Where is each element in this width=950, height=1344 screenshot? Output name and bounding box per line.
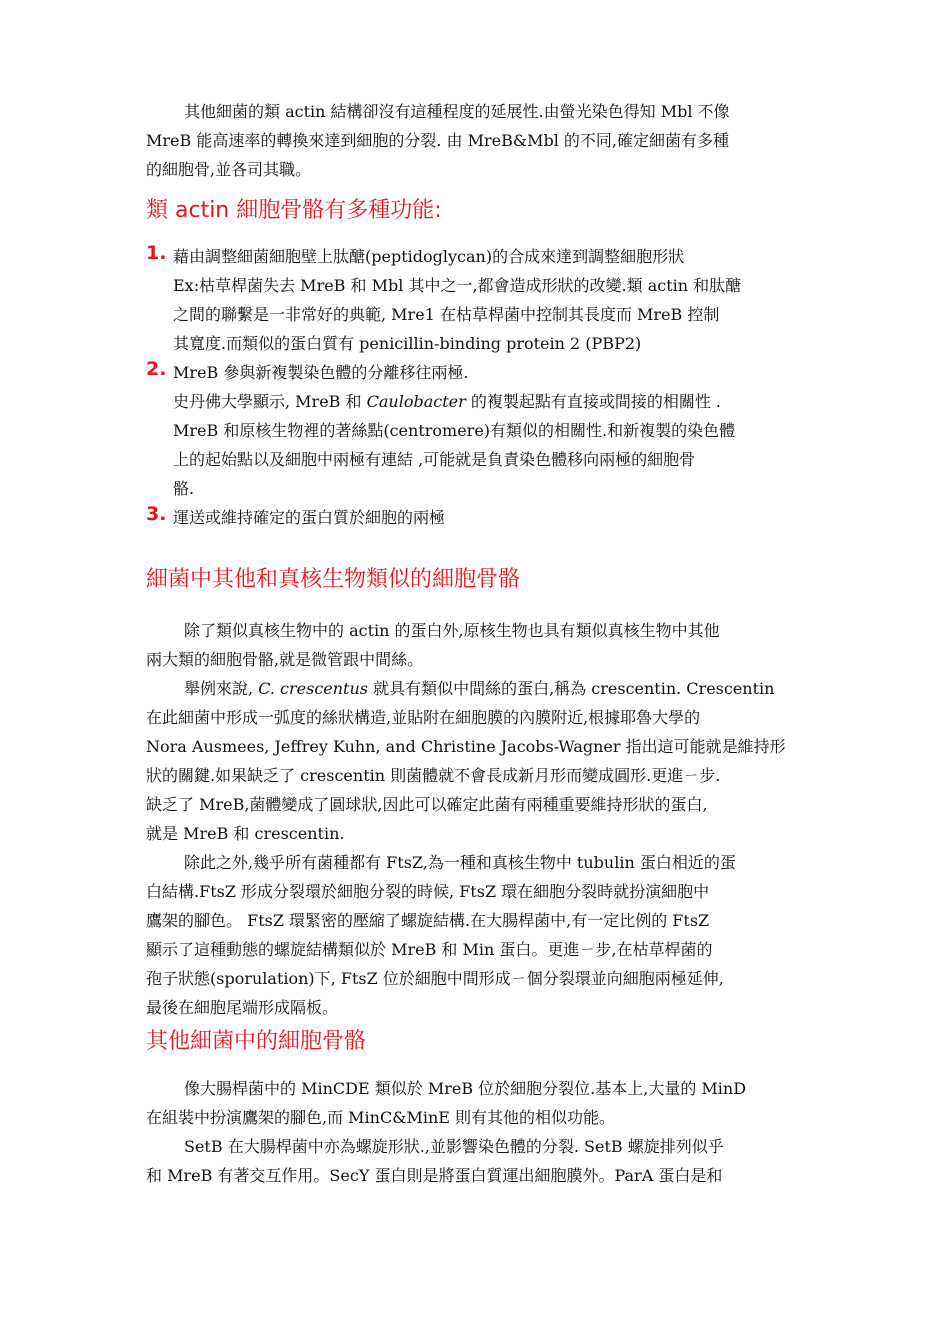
body-paragraph	[146, 1074, 806, 1190]
text-line: 鷹架的腳色。 FtsZ 環緊密的壓縮了螺旋結構.在大腸桿菌中,有一定比例的 FtsZ	[146, 911, 710, 930]
text-line: 最後在細胞尾端形成隔板。	[146, 998, 339, 1017]
text-line: 像大腸桿菌中的 MinCDE 類似於 MreB 位於細胞分裂位.基本上,大量的 MinD	[184, 1079, 747, 1098]
text-line: 就是 MreB 和 crescentin.	[146, 824, 345, 843]
text-line: 其他細菌的類 actin 結構卻沒有這種程度的延展性.由螢光染色得知 Mbl 不像	[184, 102, 730, 121]
section-heading: 類 actin 細胞骨骼有多種功能:	[146, 198, 442, 223]
text-line: 其寬度.而類似的蛋白質有 penicillin-binding protein 2 (PBP2)	[173, 334, 642, 353]
text-line: 兩大類的細胞骨骼,就是微管跟中間絲。	[146, 650, 424, 669]
text-line: 上的起始點以及細胞中兩極有連結 ,可能就是負責染色體移向兩極的細胞骨	[173, 450, 696, 469]
text-line: 骼.	[173, 479, 195, 498]
text-line: 和 MreB 有著交互作用。SecY 蛋白則是將蛋白質運出細胞膜外。ParA 蛋白是和	[146, 1166, 723, 1185]
section-heading: 細菌中其他和真核生物類似的細胞骨骼	[146, 567, 521, 592]
text-line: 缺乏了 MreB,菌體變成了圓球狀,因此可以確定此菌有兩種重要維持形狀的蛋白,	[146, 795, 708, 814]
text-line: 在此細菌中形成一弧度的絲狀構造,並貼附在細胞膜的內膜附近,根據耶魯大學的	[146, 708, 701, 727]
list-item	[146, 358, 806, 503]
text-line: 除了類似真核生物中的 actin 的蛋白外,原核生物也具有類似真核生物中其他	[184, 621, 720, 640]
text-line: 運送或維持確定的蛋白質於細胞的兩極	[173, 508, 446, 527]
text-line: 舉例來說, C. crescentus 就具有類似中間絲的蛋白,稱為 crescentin. Crescentin	[184, 679, 775, 698]
text-line: 白結構.FtsZ 形成分裂環於細胞分裂的時候, FtsZ 環在細胞分裂時就扮演細胞中	[146, 882, 710, 901]
text-line: 的細胞骨,並各司其職。	[146, 160, 312, 179]
text-line: Nora Ausmees, Jeffrey Kuhn, and Christine Jacobs-Wagner 指出這可能就是維持形	[146, 737, 786, 756]
text-line: Ex:枯草桿菌失去 MreB 和 Mbl 其中之一,都會造成形狀的改變.類 actin 和肽醣	[173, 276, 742, 295]
text-line: 在組裝中扮演鷹架的腳色,而 MinC&MinE 則有其他的相似功能。	[146, 1108, 616, 1127]
text-line: 藉由調整細菌細胞壁上肽醣(peptidoglycan)的合成來達到調整細胞形狀	[173, 247, 685, 266]
section-heading: 其他細菌中的細胞骨骼	[146, 1029, 367, 1054]
text-line: MreB 能高速率的轉換來達到細胞的分裂. 由 MreB&Mbl 的不同,確定細菌有多種	[146, 131, 730, 150]
text-line: MreB 和原核生物裡的著絲點(centromere)有類似的相關性.和新複製的染色體	[173, 421, 736, 440]
list-number: 3.	[146, 503, 167, 525]
text-line: 顯示了這種動態的螺旋結構類似於 MreB 和 Min 蛋白。更進ㄧ步,在枯草桿菌的	[146, 940, 713, 959]
text-line: MreB 參與新複製染色體的分離移往兩極.	[173, 363, 469, 382]
list-item	[146, 503, 806, 532]
intro-paragraph	[146, 97, 806, 184]
text-line: 除此之外,幾乎所有菌種都有 FtsZ,為一種和真核生物中 tubulin 蛋白相近的蛋	[184, 853, 736, 872]
list-item	[146, 242, 806, 358]
text-line: 之間的聯繫是一非常好的典範, Mre1 在枯草桿菌中控制其長度而 MreB 控制	[173, 305, 720, 324]
text-line: SetB 在大腸桿菌中亦為螺旋形狀.,並影響染色體的分裂. SetB 螺旋排列似乎	[184, 1137, 724, 1156]
text-line: 史丹佛大學顯示, MreB 和 Caulobacter 的複製起點有直接或間接的相關性 .	[173, 392, 721, 411]
list-number: 2.	[146, 358, 167, 380]
text-line: 孢子狀態(sporulation)下, FtsZ 位於細胞中間形成ㄧ個分裂環並向細胞兩極延伸,	[146, 969, 724, 988]
list-number: 1.	[146, 242, 167, 264]
text-line: 狀的關鍵.如果缺乏了 crescentin 則菌體就不會長成新月形而變成圓形.更進ㄧ步.	[146, 766, 721, 785]
body-paragraph	[146, 616, 806, 1022]
